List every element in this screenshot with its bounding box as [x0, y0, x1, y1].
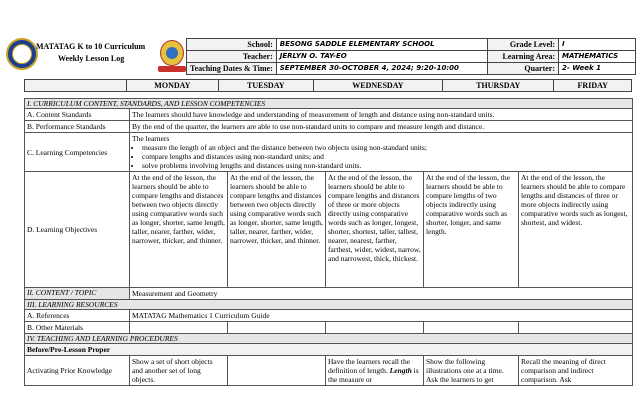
other-materials-label: B. Other Materials — [25, 322, 130, 334]
learning-objectives-label: D. Learning Objectives — [25, 172, 130, 288]
other-materials-wednesday — [326, 322, 424, 334]
other-materials-friday — [519, 322, 633, 334]
content-topic-text: Measurement and Geometry — [130, 288, 633, 300]
references-text: MATATAG Mathematics 1 Curriculum Guide — [130, 310, 633, 322]
prior-knowledge-thursday: Show the following illustrations one at a time. Ask the learners to get — [424, 356, 519, 386]
learning-competencies-cell — [130, 133, 633, 172]
length-term: Length — [389, 366, 412, 375]
grade-level-label: Grade Level: — [488, 39, 559, 51]
day-thursday: THURSDAY — [442, 80, 554, 92]
quarter-label: Quarter: — [488, 63, 559, 75]
competency-item: • solve problems involving lengths and distances using non-standard units. — [142, 161, 630, 170]
weekday-header — [24, 79, 632, 92]
other-materials-tuesday — [228, 322, 326, 334]
performance-standards-text: By the end of the quarter, the learners are able to use non-standard units to compare and measure length and distance. — [130, 121, 633, 133]
teacher-value: JERLYN O. TAY-EO — [276, 51, 496, 63]
day-monday: MONDAY — [127, 80, 219, 92]
before-lesson-label: Before/Pre-Lesson Proper — [25, 344, 633, 356]
objective-wednesday: At the end of the lesson, the learners should be able to compare lengths and distances of three or more objects directly using comparative words such as longer, longest, shorter, shortest, taller, tallest, nearer, nearest, farther, farthest, wider, widest, narrow, and narrowest, thick, thickest. — [326, 172, 424, 288]
prior-knowledge-friday: Recall the meaning of direct comparison and indirect comparison. Ask — [519, 356, 633, 386]
competency-item: • compare lengths and distances using non-standard units; and — [142, 152, 630, 161]
other-materials-monday — [130, 322, 228, 334]
header-info-left — [186, 38, 497, 75]
prior-knowledge-wednesday — [326, 356, 424, 386]
school-value: BESONG SADDLE ELEMENTARY SCHOOL — [276, 39, 496, 51]
day-tuesday: TUESDAY — [218, 80, 313, 92]
section-content-topic: II. CONTENT / TOPIC — [25, 288, 130, 300]
teacher-label: Teacher: — [187, 51, 277, 63]
lesson-log-table — [24, 98, 633, 386]
day-friday: FRIDAY — [554, 80, 632, 92]
document-title: MATATAG K to 10 Curriculum — [36, 42, 146, 51]
references-label: A. References — [25, 310, 130, 322]
prior-knowledge-monday: Show a set of short objects and another set of long objects. — [130, 356, 228, 386]
objective-tuesday: At the end of the lesson, the learners should be able to compare lengths and distances between two objects directly using comparative words such as longer, shorter, same length, taller, nearer, farther, wider, narrower, thicker, and thinner. — [228, 172, 326, 288]
prior-knowledge-wednesday-text: Have the learners recall the definition of length. — [328, 357, 411, 375]
matatag-ribbon-logo — [158, 66, 186, 72]
matatag-seal-logo — [160, 40, 184, 66]
learning-area-value: MATHEMATICS — [559, 51, 636, 63]
other-materials-thursday — [424, 322, 519, 334]
content-standards-label: A. Content Standards — [25, 109, 130, 121]
weekday-blank-cell — [25, 80, 127, 92]
objective-monday: At the end of the lesson, the learners should be able to compare lengths and distances between two objects directly using comparative words such as longer, shorter, same length, taller, nearer, farther, wider, narrower, thicker, and thinner. — [130, 172, 228, 288]
competency-item: • measure the length of an object and the distance between two objects using non-standard units; — [142, 143, 630, 152]
learning-competencies-label: C. Learning Competencies — [25, 133, 130, 172]
dates-value: SEPTEMBER 30-OCTOBER 4, 2024; 9:20-10:00 — [276, 63, 496, 75]
prior-knowledge-tuesday — [228, 356, 326, 386]
deped-seal-logo — [6, 38, 38, 70]
prior-knowledge-label: Activating Prior Knowledge — [25, 356, 130, 386]
learning-competencies-list — [132, 143, 630, 170]
learning-area-label: Learning Area: — [488, 51, 559, 63]
objective-friday: At the end of the lesson, the learners should be able to compare lengths and distances of three or more objects indirectly using comparative words such as longest, shortest, and widest. — [519, 172, 633, 288]
section-learning-resources: III. LEARNING RESOURCES — [25, 300, 633, 310]
length-definition-start: is the measure or — [328, 366, 419, 384]
section-curriculum-content: I. CURRICULUM CONTENT, STANDARDS, AND LESSON COMPETENCIES — [25, 99, 633, 109]
header-info-right — [487, 38, 636, 75]
day-wednesday: WEDNESDAY — [313, 80, 442, 92]
document-subtitle: Weekly Lesson Log — [58, 54, 125, 63]
performance-standards-label: B. Performance Standards — [25, 121, 130, 133]
school-label: School: — [187, 39, 277, 51]
dates-label: Teaching Dates & Time: — [187, 63, 277, 75]
learning-competencies-intro: The learners — [132, 134, 170, 143]
section-teaching-procedures: IV. TEACHING AND LEARNING PROCEDURES — [25, 334, 633, 344]
content-standards-text: The learners should have knowledge and understanding of measurement of length and distance using non-standard units. — [130, 109, 633, 121]
grade-level-value: I — [559, 39, 636, 51]
objective-thursday: At the end of the lesson, the learners should be able to compare lengths of two objects indirectly using comparative words such as shorter, longer, and same length. — [424, 172, 519, 288]
quarter-value: 2- Week 1 — [559, 63, 636, 75]
